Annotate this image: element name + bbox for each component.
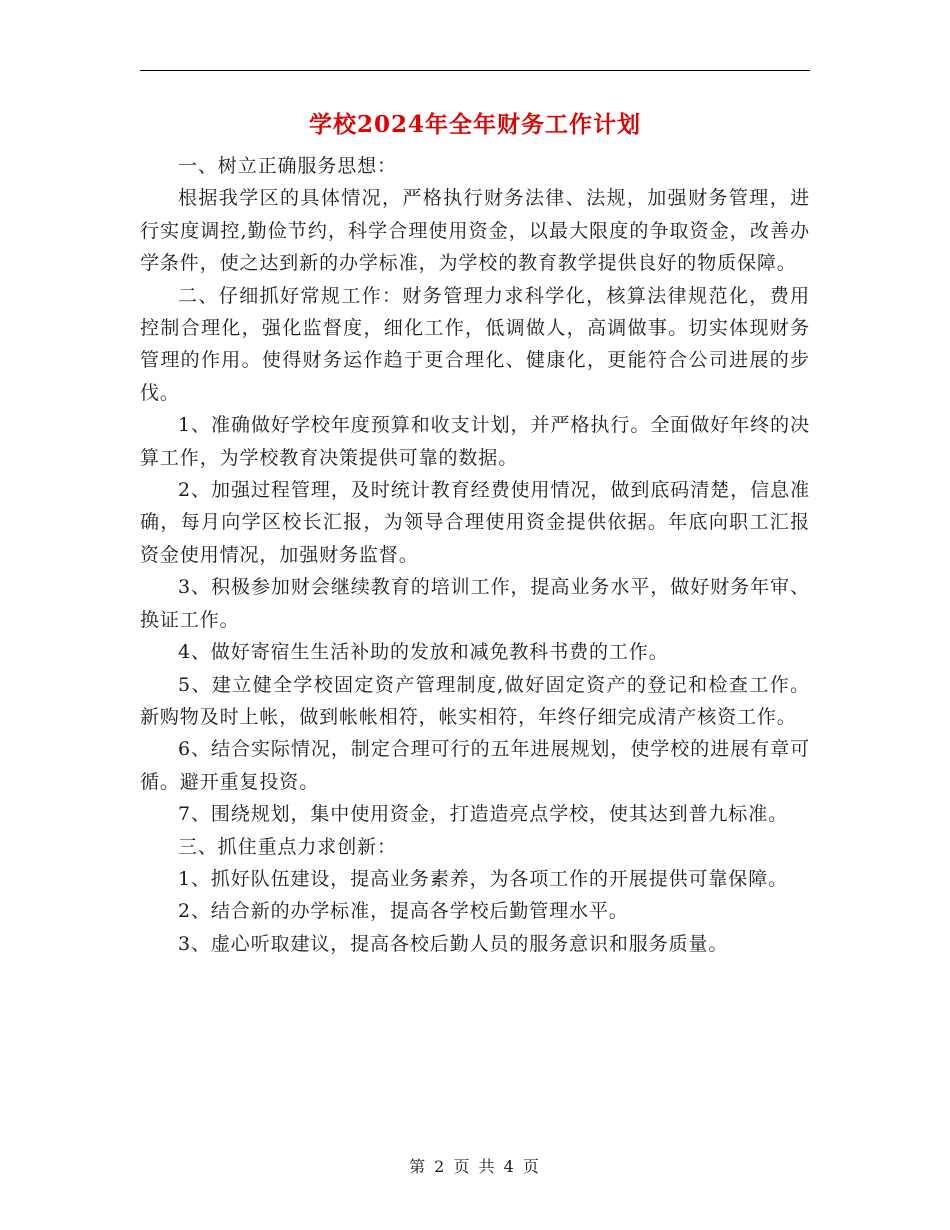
section-heading-1: 一、树立正确服务思想： xyxy=(178,155,397,177)
section-heading-2: 二、仔细抓好常规工作：财务管理力求科学化，核算法律规范化，费用控制合理化，强化监督度，细化工作，低调做人，高调做事。切实体现财务管理的作用。使得财务运作趋于更合理化、健康化，更能符合公司进展的步伐。 xyxy=(140,284,810,404)
page-number-footer: 第 2 页 共 4 页 xyxy=(409,1157,541,1176)
list-item: 3、虚心听取建议，提高各校后勤人员的服务意识和服务质量。 xyxy=(178,932,729,955)
section-heading-3: 三、抓住重点力求创新： xyxy=(178,835,397,858)
list-item: 7、围绕规划，集中使用资金，打造造亮点学校，使其达到普九标准。 xyxy=(178,803,788,826)
header-rule xyxy=(140,70,810,71)
list-item: 4、做好寄宿生生活补助的发放和减免教科书费的工作。 xyxy=(178,641,669,664)
list-item: 1、抓好队伍建设，提高业务素养，为各项工作的开展提供可靠保障。 xyxy=(178,867,788,890)
document-title: 学校2024年全年财务工作计划 xyxy=(308,111,641,138)
list-item: 2、加强过程管理，及时统计教育经费使用情况，做到底码清楚，信息准确，每月向学区校长汇报，为领导合理使用资金提供依据。年底向职工汇报资金使用情况，加强财务监督。 xyxy=(140,479,810,566)
list-item: 3、积极参加财会继续教育的培训工作，提高业务水平，做好财务年审、换证工作。 xyxy=(140,576,810,631)
list-item: 1、准确做好学校年度预算和收支计划，并严格执行。全面做好年终的决算工作，为学校教育决策提供可靠的数据。 xyxy=(140,414,810,469)
paragraph: 根据我学区的具体情况，严格执行财务法律、法规，加强财务管理，进行实度调控,勤俭节约，科学合理使用资金，以最大限度的争取资金，改善办学条件，使之达到新的办学标准，为学校的教育教学提供良好的物质保障。 xyxy=(140,187,810,275)
list-item: 2、结合新的办学标准，提高各学校后勤管理水平。 xyxy=(178,900,629,923)
list-item: 6、结合实际情况，制定合理可行的五年进展规划，使学校的进展有章可循。避开重复投资。 xyxy=(140,738,810,793)
document-body xyxy=(140,150,810,960)
list-item: 5、建立健全学校固定资产管理制度,做好固定资产的登记和检查工作。新购物及时上帐，做到帐帐相符，帐实相符，年终仔细完成清产核资工作。 xyxy=(140,673,810,728)
